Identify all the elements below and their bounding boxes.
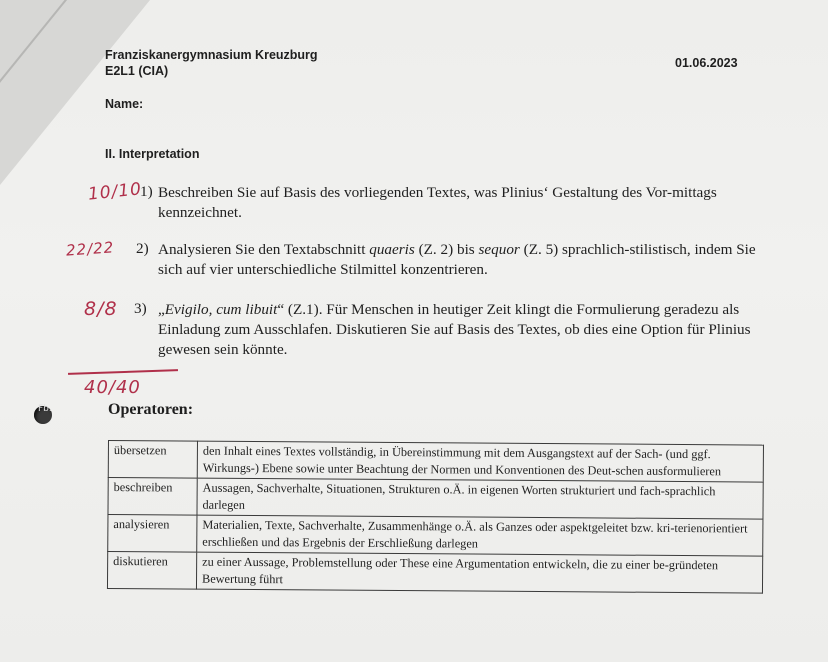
operators-title: Operatoren: (108, 401, 194, 418)
task-2-number: 2) (136, 240, 149, 257)
task-3-quote: Evigilo, cum libuit (164, 301, 278, 318)
task-3-number: 3) (134, 300, 147, 317)
task-2-prefix: Analysieren Sie den Textabschnitt (158, 241, 370, 258)
table-row (108, 478, 763, 520)
section-title: II. Interpretation (105, 147, 200, 161)
task-3-suffix: “ (Z.1). Für Menschen in heutiger Zeit klingt die Formulierung geradezu als Einladung zum Ausschlafen. Diskutieren Sie auf Basis des Textes, ob dies eine Option für Plinius gewesen sein könnte. (158, 301, 751, 358)
task-1-number: 1) (140, 183, 153, 200)
operator-term: diskutieren (107, 552, 196, 590)
task-1-text: Beschreiben Sie auf Basis des vorliegenden Textes, was Plinius‘ Gestaltung des Vor-mittags kennzeichnet. (158, 184, 717, 221)
operator-term: beschreiben (108, 478, 197, 516)
task-1-score: 10/10 (87, 179, 143, 205)
task-2-mid: (Z. 2) bis (414, 241, 479, 258)
task-3-text (158, 300, 758, 360)
total-score: 40/40 (84, 377, 141, 398)
operator-term: übersetzen (108, 441, 197, 479)
task-2-term-a: quaeris (369, 241, 415, 258)
task-3-quote-open: „ (158, 301, 165, 318)
table-row (108, 515, 763, 557)
operator-term: analysieren (108, 515, 197, 553)
task-2-suffix: (Z. 5) sprachlich-stilistisch, indem Sie sich auf vier unterschiedliche Stilmittel konzentrieren. (158, 241, 756, 278)
margin-note: Fb. (38, 404, 52, 414)
exam-date: 01.06.2023 (675, 56, 738, 70)
operator-definition: den Inhalt eines Textes vollständig, in Übereinstimmung mit dem Ausgangstext auf der Sach- (und ggf. Wirkungs-) Ebene sowie unter Beachtung der Normen und Konventionen des Deut-schen ausformulieren (197, 441, 763, 482)
operators-table (107, 440, 764, 594)
operator-definition: Aussagen, Sachverhalte, Situationen, Strukturen o.Ä. in eigenen Worten strukturiert und fach-sprachlich darlegen (197, 478, 763, 519)
table-row (108, 441, 763, 483)
name-label: Name: (105, 97, 144, 111)
table-row (107, 552, 762, 594)
operator-definition: zu einer Aussage, Problemstellung oder These eine Argumentation entwickeln, die zu einer be-gründeten Bewertung führt (196, 552, 762, 593)
task-2-score: 22/22 (65, 238, 115, 260)
task-3-score: 8/8 (84, 298, 118, 320)
task-2-text (158, 240, 758, 280)
operator-definition: Materialien, Texte, Sachverhalte, Zusammenhänge o.Ä. als Ganzes oder aspektgeleitet bzw. kri-terienorientiert erschließen und das Ergebnis der Erschließung darlegen (197, 515, 763, 556)
class-label: E2L1 (CIA) (105, 64, 169, 78)
task-2-term-b: sequor (478, 241, 520, 258)
school-name: Franziskanergymnasium Kreuzburg (105, 48, 318, 62)
